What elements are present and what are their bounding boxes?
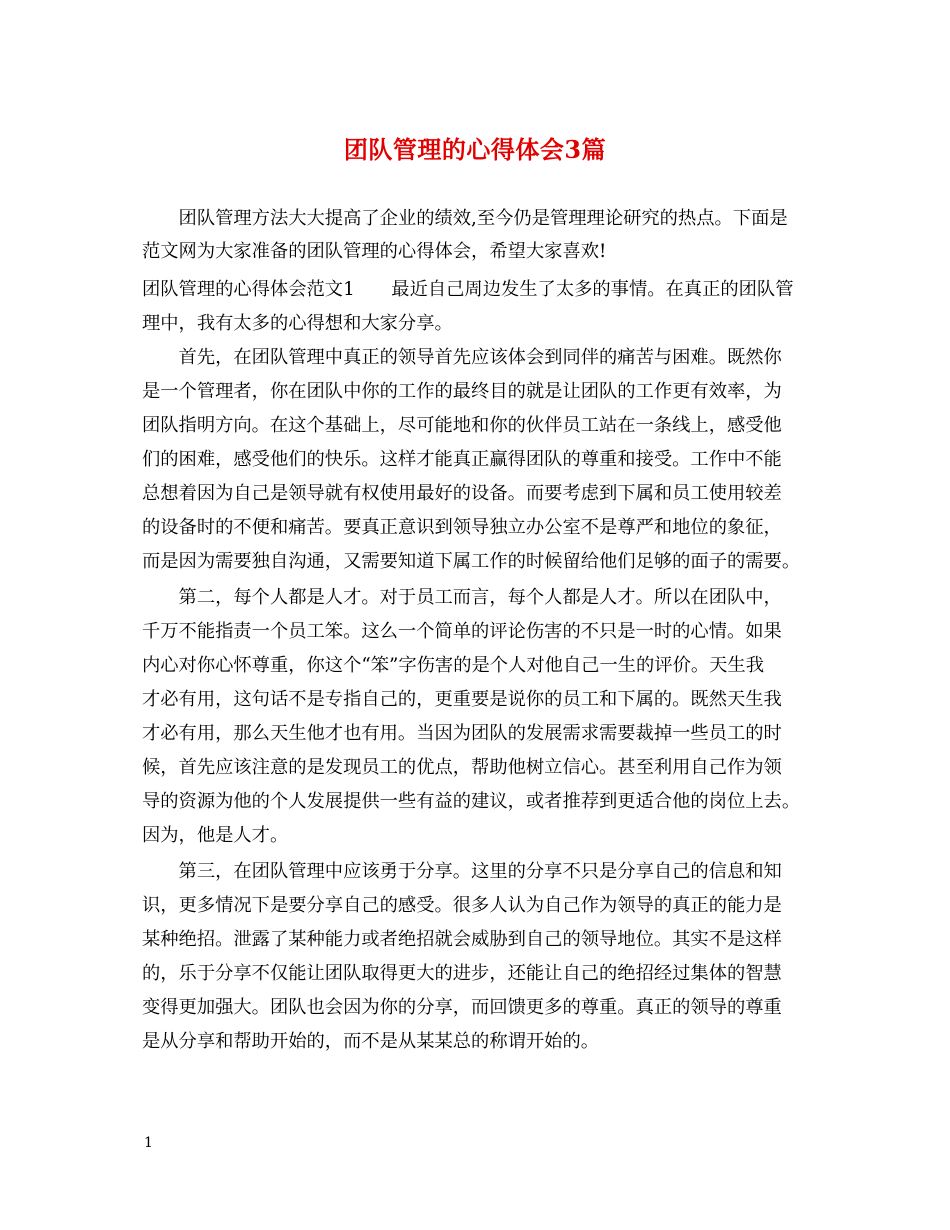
body-line: 团队指明方向。在这个基础上，尽可能地和你的伙伴员工站在一条线上，感受他 — [142, 415, 782, 436]
body-line: 团队管理的心得体会范文1 最近自己周边发生了太多的事情。在真正的团队管 — [142, 279, 794, 300]
body-line: 识，更多情况下是要分享自己的感受。很多人认为自己作为领导的真正的能力是 — [142, 895, 782, 916]
body-line: 是一个管理者，你在团队中你的工作的最终目的就是让团队的工作更有效率，为 — [142, 381, 782, 402]
body-line: 是从分享和帮助开始的，而不是从某某总的称谓开始的。 — [142, 1031, 600, 1052]
body-line: 而是因为需要独自沟通，又需要知道下属工作的时候留给他们足够的面子的需要。 — [142, 551, 801, 572]
body-line: 团队管理方法大大提高了企业的绩效,至今仍是管理理论研究的热点。下面是 — [142, 208, 788, 229]
body-line: 的，乐于分享不仅能让团队取得更大的进步，还能让自己的绝招经过集体的智慧 — [142, 963, 782, 984]
body-line: 因为，他是人才。 — [142, 825, 289, 846]
body-line: 首先，在团队管理中真正的领导首先应该体会到同伴的痛苦与困难。既然你 — [142, 347, 782, 368]
body-line: 千万不能指责一个员工笨。这么一个简单的评论伤害的不只是一时的心情。如果 — [142, 621, 782, 642]
body-line: 第三，在团队管理中应该勇于分享。这里的分享不只是分享自己的信息和知 — [142, 861, 782, 882]
page-number: 1 — [144, 1135, 153, 1151]
body-line: 导的资源为他的个人发展提供一些有益的建议，或者推荐到更适合他的岗位上去。 — [142, 791, 801, 812]
body-line: 总想着因为自己是领导就有权使用最好的设备。而要考虑到下属和员工使用较差 — [142, 483, 782, 504]
body-line: 候，首先应该注意的是发现员工的优点，帮助他树立信心。甚至利用自己作为领 — [142, 757, 782, 778]
body-line: 才必有用，那么天生他才也有用。当因为团队的发展需求需要裁掉一些员工的时 — [142, 723, 782, 744]
body-line: 某种绝招。泄露了某种能力或者绝招就会威胁到自己的领导地位。其实不是这样 — [142, 929, 782, 950]
body-line: 的设备时的不便和痛苦。要真正意识到领导独立办公室不是尊严和地位的象征， — [142, 517, 782, 538]
body-line: 变得更加强大。团队也会因为你的分享，而回馈更多的尊重。真正的领导的尊重 — [142, 997, 782, 1018]
body-line: 范文网为大家准备的团队管理的心得体会，希望大家喜欢! — [142, 241, 607, 262]
body-line: 第二，每个人都是人才。对于员工而言，每个人都是人才。所以在团队中， — [142, 587, 782, 608]
body-line: 才必有用，这句话不是专指自己的，更重要是说你的员工和下属的。既然天生我 — [142, 689, 782, 710]
document-title: 团队管理的心得体会3篇 — [343, 135, 607, 164]
body-line: 们的困难，感受他们的快乐。这样才能真正赢得团队的尊重和接受。工作中不能 — [142, 449, 782, 470]
body-line: 理中，我有太多的心得想和大家分享。 — [142, 313, 453, 334]
body-line: 内心对你心怀尊重，你这个“笨”字伤害的是个人对他自己一生的评价。天生我 — [142, 655, 764, 676]
